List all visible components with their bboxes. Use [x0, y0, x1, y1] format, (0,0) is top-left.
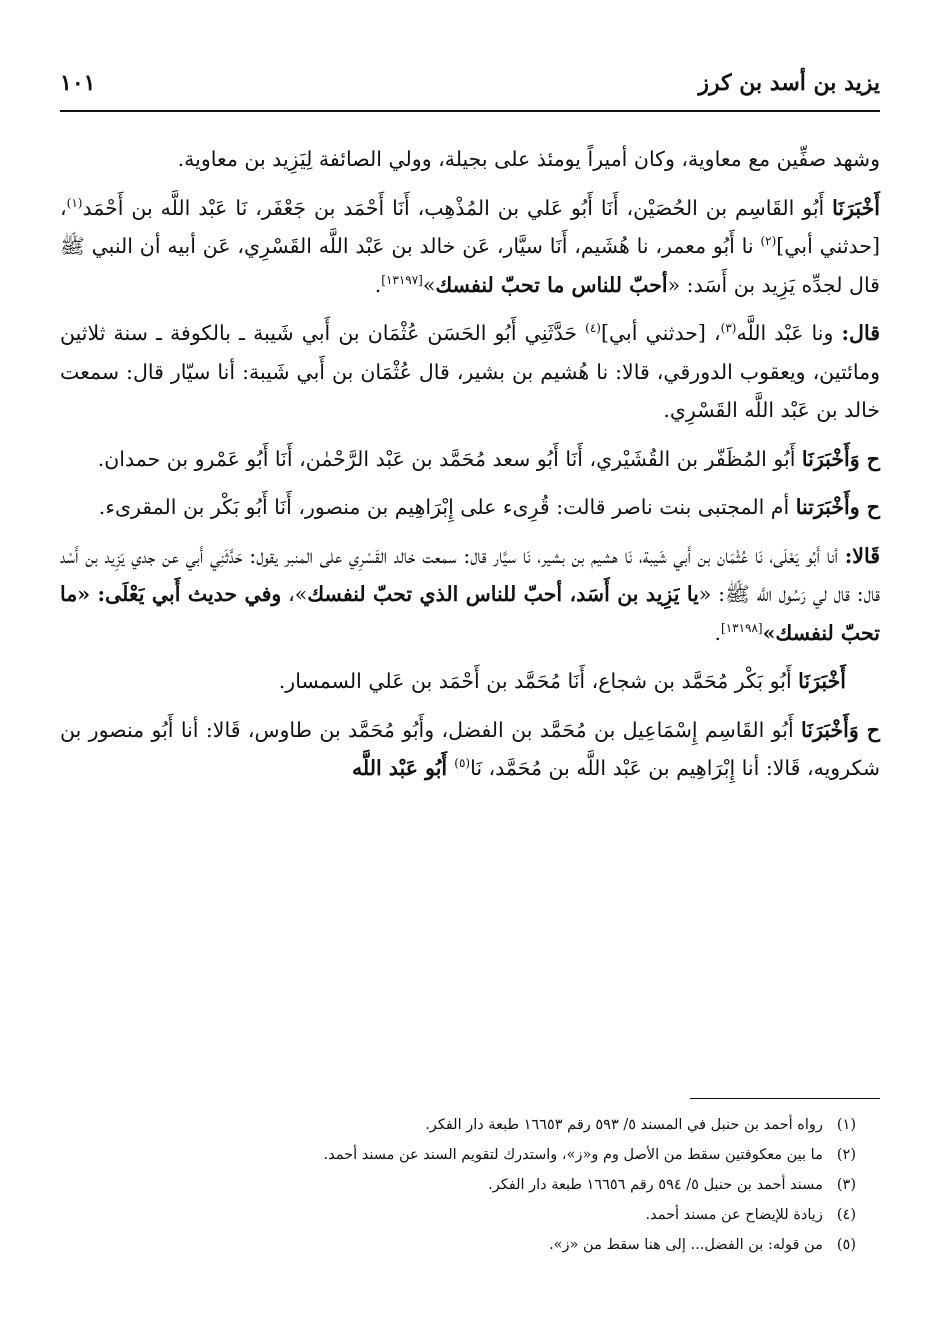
footnote-text: رواه أحمد بن حنبل في المسند ٥/ ٥٩٣ رقم ١٦٦٥٣ طبعة دار الفكر.	[425, 1117, 823, 1133]
paragraph	[60, 189, 880, 305]
footnote-number: (٢)	[836, 1147, 856, 1163]
emphasis-text: ح وأَخْبَرَتنا	[795, 495, 880, 519]
text-run: ، [حدثني أبي]	[60, 195, 880, 258]
reference-marker: [١٣١٩٨]	[721, 620, 763, 635]
text-run: ، [حدثني أبي]	[600, 321, 721, 345]
footnote-separator	[690, 1098, 880, 1099]
text-run: أم المجتبى بنت ناصر قالت: قُرِىء على إِبْرَاهِيم بن منصور، أَنَا أَبُو بَكْر بن المقرىء.	[98, 495, 796, 519]
paragraph	[60, 711, 880, 788]
footnote	[60, 1140, 856, 1170]
footnote-text: ما بين معكوفتين سقط من الأصل وم و«ز»، واستدرك لتقويم السند عن مسند أحمد.	[323, 1147, 823, 1163]
emphasis-text: ح وَأَخْبَرَنَا	[801, 446, 880, 471]
footnote	[60, 1170, 856, 1200]
footnote-number: (٤)	[836, 1207, 856, 1223]
text-run: وشهد صفِّين مع معاوية، وكان أميراً يومئذ على بجيلة، وولي الصائفة لِيَزِيد بن معاوية.	[177, 147, 880, 171]
text-run: حَدَّثَنِي أَبُو الحَسَن عُثْمَان بن أَبي شَيبة ـ بالكوفة ـ سنة ثلاثين ومائتين، ويعقوب الدورقي، قالا: نا هُشيم بن بشير، قال عُثْمَان بن أَبي شَيبة: أنا سيّار قال: سمعت خالد بن عَبْد اللَّه القَسْرِي.	[60, 321, 880, 422]
emphasis-text: يا يَزِيد بن أَسَد، أحبّ للناس الذي تحبّ لنفسك	[307, 582, 699, 606]
reference-marker: (١)	[66, 195, 83, 210]
footnote	[60, 1230, 856, 1260]
footnote	[60, 1110, 856, 1140]
text-run: »	[422, 272, 436, 297]
paragraph	[60, 662, 880, 701]
emphasis-text: وفي حديث أَبي يَعْلَى: «ما تحبّ لنفسك»	[60, 582, 880, 645]
text-run: أنا أَبُو يَعْلَى، نَا عُثْمَان بن أَبي شَيبة، نَا هشيم بن بشير، نَا سيَّار قال: سمعت خالد القَسْرِي على المنبر يقول: حَدَّثَنِي أَبي عن جدي يَزِيد بن أَسْد قال: قال لي رَسُول اللَّه ﷺ: «	[60, 543, 880, 606]
footnote-number: (٥)	[836, 1237, 856, 1253]
reference-marker: (٥)	[454, 756, 471, 771]
text-run: »،	[281, 582, 308, 606]
text-run: .	[714, 620, 721, 645]
text-run: أَبُو بَكْر مُحَمَّد بن شجاع، أَنَا مُحَمَّد بن أَحْمَد بن عَلي السمسار.	[278, 669, 799, 693]
paragraph	[60, 440, 880, 479]
paragraph	[60, 140, 880, 179]
emphasis-text: قال:	[841, 321, 880, 345]
emphasis-text: أحبّ للناس ما تحبّ لنفسك	[435, 272, 668, 297]
footnote-number: (١)	[836, 1117, 856, 1133]
page-number: ١٠١	[60, 70, 96, 96]
reference-marker: (٢)	[760, 234, 777, 249]
footnote-text: من قوله: بن الفضل... إلى هنا سقط من «ز».	[549, 1237, 823, 1253]
running-title: يزيد بن أسد بن كرز	[698, 70, 880, 96]
paragraph	[60, 488, 880, 527]
main-text	[60, 140, 880, 798]
emphasis-text: أَخْبَرَنَا	[832, 195, 880, 220]
page-header	[60, 64, 880, 102]
footnote-text: مسند أحمد بن حنبل ٥/ ٥٩٤ رقم ١٦٦٥٦ طبعة دار الفكر.	[488, 1177, 823, 1193]
text-run: .	[374, 272, 382, 297]
reference-marker: (٤)	[585, 321, 601, 336]
paragraph	[60, 314, 880, 430]
text-run: نا أَبُو معمر، نا هُشَيم، أَنَا سيَّار، عَن خالد بن عَبْد اللَّه القَسْرِي، عَن أبيه أن النبي ﷺ قال لجدِّه يَزِيد بن أَسَد: «	[60, 234, 880, 297]
paragraph	[60, 537, 880, 653]
footnote-number: (٣)	[836, 1177, 856, 1193]
text-run: أَبُو القَاسِم إِسْمَاعِيل بن مُحَمَّد بن الفضل، وأَبُو مُحَمَّد بن طاوس، قَالا: أنا أَبُو منصور بن شكرويه، قَالا: أنا إِبْرَاهِيم بن عَبْد اللَّه بن مُحَمَّد، نَا	[60, 717, 880, 780]
emphasis-text: أَبُو عَبْد اللَّه	[351, 756, 455, 780]
text-run: ونا عَبْد اللَّه	[736, 321, 842, 345]
emphasis-text: قَالا:	[844, 543, 880, 568]
header-rule	[60, 110, 880, 112]
reference-marker: [١٣١٩٧]	[381, 272, 423, 287]
footnotes	[60, 1110, 856, 1260]
text-run: أَبُو القَاسِم بن الحُصَيْن، أَنَا أَبُو عَلي بن المُذْهِب، أَنَا أَحْمَد بن جَعْفَر، نَا عَبْد اللَّه بن أَحْمَد	[82, 195, 833, 220]
emphasis-text: أَخْبَرَنَا	[798, 669, 846, 693]
footnote	[60, 1200, 856, 1230]
reference-marker: (٣)	[720, 321, 737, 336]
footnote-text: زيادة للإيضاح عن مسند أحمد.	[645, 1207, 823, 1223]
text-run: أَبُو المُظَفّر بن القُشَيْري، أَنَا أَبُو سعد مُحَمَّد بن عَبْد الرَّحْمٰن، أَنَا أَبُو عَمْرو بن حمدان.	[97, 446, 802, 471]
emphasis-text: ح وَأَخْبَرَنَا	[801, 717, 880, 742]
